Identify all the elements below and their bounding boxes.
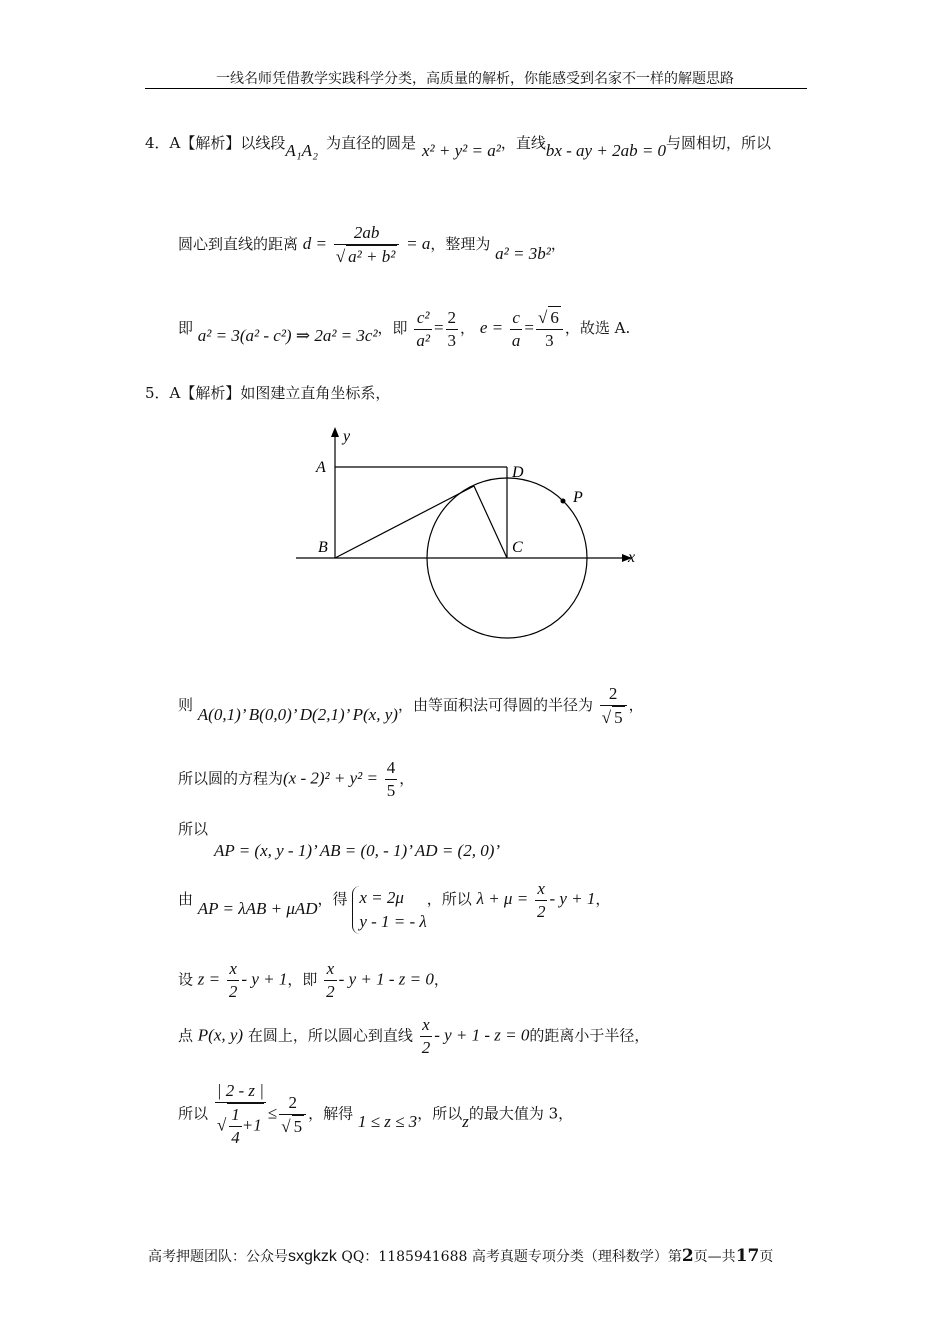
- frac-num: 1: [229, 1104, 242, 1127]
- q5-text: ，: [399, 769, 415, 788]
- frac-den: 2: [326, 982, 335, 1001]
- d-denominator: a² + b²: [348, 247, 396, 266]
- q4-text: 即: [178, 319, 194, 337]
- page-footer: [148, 1246, 773, 1266]
- frac-num: c: [510, 307, 523, 330]
- footer-brand: sxgkzk: [288, 1248, 337, 1265]
- ratio-fraction: [414, 307, 432, 352]
- circle-equation: (x - 2)² + y² =: [283, 768, 378, 788]
- lambda-mu: λ + μ =: [476, 889, 529, 908]
- label-x: x: [628, 549, 636, 566]
- d-numerator: 2ab: [334, 222, 400, 245]
- expr-rest: - y + 1: [241, 969, 288, 989]
- q4-text: ，直线: [500, 134, 546, 152]
- label-p: P: [573, 489, 583, 506]
- q4-text: 圆心到直线的距离: [178, 235, 299, 253]
- segment-bd: [335, 486, 474, 558]
- distance-fraction: $\frac{2ab}{\text{√ a² + b²}}$: [334, 222, 400, 268]
- frac-den: 2: [536, 901, 546, 921]
- q5-text: ，所以: [426, 890, 472, 908]
- frac-num: 2: [600, 683, 627, 706]
- q5-text: 则: [178, 696, 194, 714]
- leq-sign: ≤: [267, 1103, 278, 1123]
- label-y: y: [343, 428, 351, 445]
- label-b: B: [318, 539, 328, 556]
- frac-den: 5: [386, 781, 396, 800]
- point-p-coord: P(x, y): [197, 1025, 244, 1045]
- q5-label: 5．A【解析】如图建立直角坐标系，: [145, 384, 391, 402]
- four-fifths: [385, 757, 398, 802]
- point-p: [561, 499, 566, 504]
- frac-den: 5: [614, 708, 623, 727]
- page-header: 一线名师凭借教学实践科学分类，高质量的解析，你能感受到名家不一样的解题思路: [216, 70, 734, 86]
- q5-text: ，解得: [308, 1104, 354, 1123]
- system-eq-1: x = 2μ: [359, 888, 404, 907]
- frac-num: 2: [446, 307, 459, 330]
- q4-text: 与圆相切，所以: [666, 134, 772, 152]
- x-over-2: [324, 958, 337, 1003]
- q4-text: ，: [550, 235, 566, 253]
- footer-text: QQ：1185941688 高考真题专项分类（理科数学）第: [336, 1249, 682, 1265]
- q5-text: 所以圆的方程为: [178, 769, 284, 788]
- q4-text: ，故选 A.: [564, 319, 631, 337]
- q5-text: 点: [178, 1026, 194, 1045]
- q5-text: ，: [433, 970, 449, 989]
- q5-text: ，所以: [417, 1104, 463, 1123]
- vectors: AP = (x, y - 1)’ AB = (0, - 1)’ AD = (2, 0)’: [214, 841, 501, 860]
- q5-line-3: [178, 818, 501, 860]
- x-over-2: [535, 878, 548, 923]
- radius-fraction: $\frac{2}{√ 5}$: [279, 1092, 306, 1138]
- q5-text: 在圆上，所以圆心到直线: [247, 1026, 413, 1045]
- q5-text: 由: [178, 890, 194, 908]
- frac-den: 3: [545, 331, 554, 350]
- frac-den: 2: [228, 982, 238, 1001]
- frac-num: | 2 - z |: [215, 1080, 266, 1103]
- q5-text: 的最大值为 3，: [468, 1104, 574, 1123]
- label-d: D: [512, 464, 524, 481]
- q5-line-7: [178, 1080, 573, 1149]
- x-over-2: [227, 958, 240, 1003]
- ratio-den: a²: [416, 330, 430, 350]
- q5-line-2: [178, 757, 414, 802]
- q4-text: ，即: [377, 319, 408, 337]
- frac-den: 3: [447, 330, 457, 350]
- footer-text: 页—共: [693, 1249, 736, 1265]
- radius-segment: [474, 486, 507, 558]
- inequality-lhs: | 2 - z | √ $\frac{1}{4}$ +1: [216, 1081, 264, 1147]
- eq-chain: a² = 3(a² - c²) ⇒ 2a² = 3c²: [197, 326, 378, 345]
- points-list: A(0,1)’ B(0,0)’ D(2,1)’ P(x, y): [197, 705, 398, 724]
- q5-line-6: [178, 1014, 649, 1059]
- q5-line-4: [178, 876, 611, 931]
- eq-sign: =: [524, 318, 534, 337]
- q5-text: ，得: [317, 890, 348, 908]
- d-rhs: = a: [406, 234, 431, 253]
- q4-label: 4．A【解析】以线段: [145, 134, 286, 152]
- z-var: z: [462, 1111, 469, 1131]
- label-a: A: [316, 459, 326, 476]
- eq-a2-3b2: a² = 3b²: [495, 244, 551, 263]
- q4-text: ，整理为: [430, 235, 491, 253]
- two-thirds: [446, 307, 459, 352]
- frac-num: x: [324, 958, 337, 981]
- frac-num: x: [535, 878, 548, 901]
- d-lhs: d =: [302, 234, 328, 253]
- q5-text: 所以: [178, 1104, 209, 1123]
- plus-one: +1: [241, 1115, 262, 1135]
- frac-num: x: [227, 958, 240, 981]
- q5-text: ，: [628, 696, 644, 714]
- q5-text: 设: [178, 970, 194, 989]
- q5-text: ，即: [287, 970, 318, 989]
- frac-den: a: [511, 330, 521, 350]
- q4-line-3: [178, 306, 630, 352]
- frac-num: 6: [550, 308, 559, 327]
- expr-rest: - y + 1 - z = 0: [338, 969, 434, 989]
- q5-text: ，由等面积法可得圆的半径为: [397, 696, 593, 714]
- frac-den: 5: [293, 1116, 303, 1136]
- q4-line-2: [178, 222, 566, 268]
- circle-equation: x² + y² = a²: [422, 141, 501, 160]
- system-eq-2: y - 1 = - λ: [359, 912, 427, 931]
- e-fraction: [510, 307, 523, 352]
- x-over-2: [420, 1014, 433, 1059]
- ratio-num: c²: [414, 307, 432, 330]
- radius-fraction: $\frac{2}{√ 5}$: [600, 683, 627, 729]
- e-lhs: e =: [479, 318, 504, 337]
- expr-rest: - y + 1: [549, 889, 596, 908]
- header-rule: [145, 88, 807, 89]
- label-c: C: [512, 539, 523, 556]
- q5-text: ，: [595, 890, 611, 908]
- q5-text: 的距离小于半径，: [529, 1026, 650, 1045]
- z-lhs: z =: [197, 969, 221, 989]
- q4-text: ，: [460, 319, 476, 337]
- frac-num: 4: [385, 757, 398, 780]
- frac-num: x: [420, 1014, 433, 1037]
- page-number: 2: [681, 1246, 694, 1266]
- vector-equation: AP = λAB + μAD: [197, 899, 318, 918]
- footer-text: 页: [759, 1249, 774, 1265]
- footer-text: 高考押题团队：公众号: [148, 1249, 288, 1265]
- q4-text: 为直径的圆是: [325, 134, 416, 152]
- q5-line-5: [178, 958, 449, 1003]
- segment-a1a2: A₁A₂: [285, 141, 318, 160]
- equation-system: [352, 886, 426, 934]
- line-equation: bx - ay + 2ab = 0: [545, 141, 667, 160]
- y-arrow: [331, 427, 339, 437]
- eq-sign: =: [433, 318, 444, 337]
- coordinate-figure: [290, 420, 650, 650]
- expr-rest: - y + 1 - z = 0: [434, 1025, 530, 1045]
- q5-line-1: [178, 683, 644, 729]
- frac-den: 2: [421, 1038, 431, 1057]
- frac-den: 4: [231, 1128, 240, 1147]
- solution-range: 1 ≤ z ≤ 3: [357, 1111, 418, 1131]
- total-pages: 17: [735, 1246, 760, 1266]
- frac-num: 2: [279, 1092, 306, 1115]
- sqrt6-over-3: $\frac{√ 6}{3}$: [536, 306, 563, 352]
- q4-line-1: [145, 132, 772, 160]
- q5-text: 所以: [178, 820, 209, 838]
